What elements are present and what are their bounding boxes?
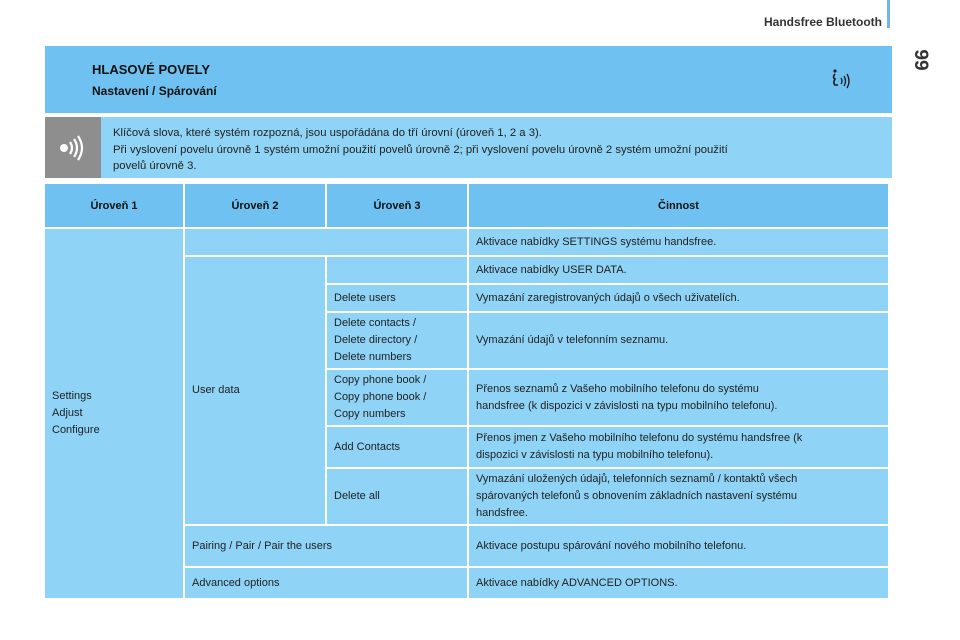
level3-cell: Delete users [327,285,467,311]
column-header: Činnost [469,184,888,227]
empty-cell [185,229,467,255]
note-text [113,125,883,175]
level1-keyword: Adjust [52,407,83,419]
column-header: Úroveň 1 [45,184,183,227]
column-header: Úroveň 2 [185,184,325,227]
note-line: povelů úrovně 3. [113,160,197,172]
level3-cell: Delete all [327,469,467,524]
note-line: Klíčová slova, které systém rozpozná, jsou uspořádána do tří úrovní (úroveň 1, 2 a 3). [113,127,542,139]
level2-cell: Pairing / Pair / Pair the users [185,526,467,566]
action-cell: Aktivace postupu spárování nového mobilního telefonu. [469,526,888,566]
section-banner [45,46,892,113]
action-cell: Vymazání uložených údajů, telefonních seznamů / kontaktů všech spárovaných telefonů s obnovením základních nastavení systému handsfree. [469,469,888,524]
level1-cell [45,229,183,598]
table-row [45,229,888,255]
level3-cell: Add Contacts [327,427,467,467]
action-cell: Přenos seznamů z Vašeho mobilního telefonu do systému handsfree (k dispozici v závislosti na typu mobilního telefonu). [469,370,888,425]
level3-cell: Copy phone book / Copy phone book / Copy numbers [327,370,467,425]
header-rule [887,0,890,28]
section-title: Handsfree Bluetooth [763,15,882,29]
action-cell: Přenos jmen z Vašeho mobilního telefonu do systému handsfree (k dispozici v závislosti na typu mobilního telefonu). [469,427,888,467]
sound-waves-icon [45,117,101,178]
level2-cell: User data [185,257,325,524]
action-cell: Aktivace nabídky SETTINGS systému handsfree. [469,229,888,255]
voice-command-icon [830,68,852,97]
action-cell: Vymazání zaregistrovaných údajů o všech uživatelích. [469,285,888,311]
voice-command-table [43,182,890,600]
level3-cell: Delete contacts / Delete directory / Delete numbers [327,313,467,368]
level2-cell: Advanced options [185,568,467,598]
note-line: Při vyslovení povelu úrovně 1 systém umožní použití povelů úrovně 2; při vyslovení povelu úrovně 2 systém umožní použití [113,143,728,156]
action-cell: Aktivace nabídky ADVANCED OPTIONS. [469,568,888,598]
action-cell: Aktivace nabídky USER DATA. [469,257,888,283]
empty-cell [327,257,467,283]
action-cell: Vymazání údajů v telefonním seznamu. [469,313,888,368]
info-note [45,117,892,178]
banner-title: HLASOVÉ POVELY [92,62,210,77]
level1-keyword: Settings [52,390,92,402]
banner-subtitle: Nastavení / Spárování [92,84,217,98]
level1-keyword: Configure [52,424,100,436]
column-header: Úroveň 3 [327,184,467,227]
table-header-row [45,184,888,227]
page-number: 99 [910,49,931,71]
